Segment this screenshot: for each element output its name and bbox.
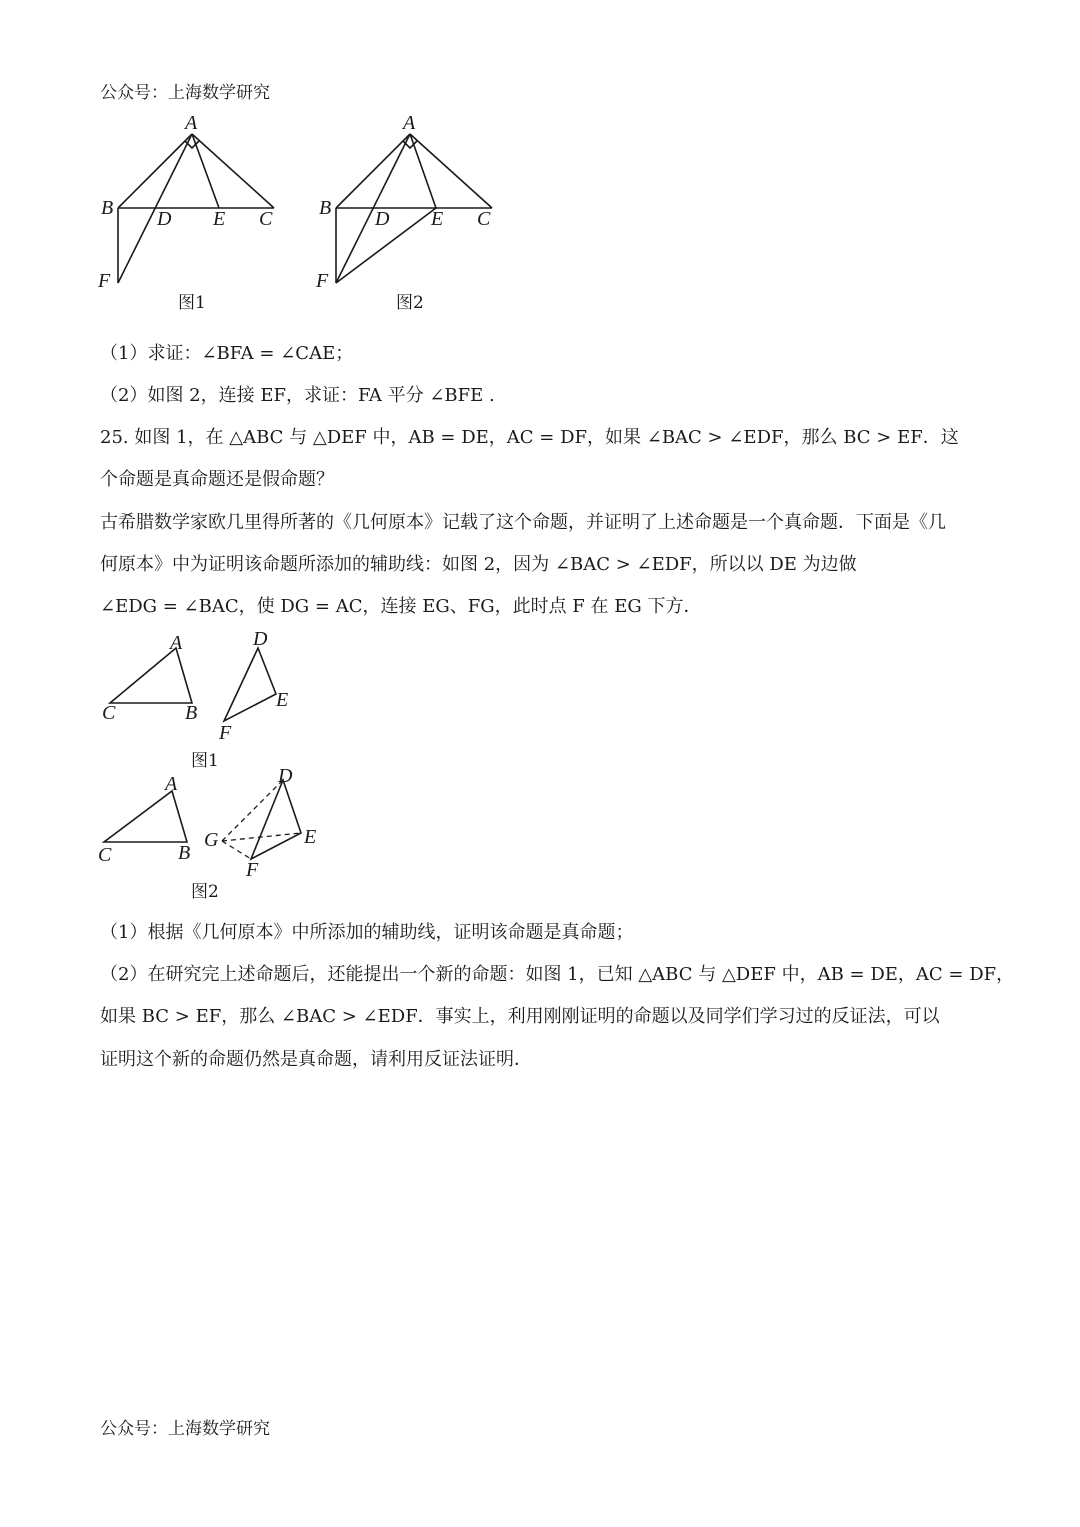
label-A: A [170,632,183,654]
q25-sub2-line1: （2）在研究完上述命题后，还能提出一个新的命题：如图 1，已知 △ABC 与 △DEF 中，AB = DE，AC = DF， [100,964,1015,985]
q24-part1: （1）求证：∠BFA = ∠CAE； [100,343,354,364]
figure-top [0,105,540,320]
figure-caption: 图1 [191,751,219,771]
label-F: F [219,722,232,744]
label-C: C [477,208,491,230]
figure-caption: 图2 [191,882,219,902]
label-E: E [304,826,317,848]
figure-bottom [0,625,360,910]
label-E: E [213,208,226,230]
label-E: E [276,689,289,711]
page-header: 公众号：上海数学研究 [100,83,270,103]
q25-line4: 何原本》中为证明该命题所添加的辅助线：如图 2，因为 ∠BAC > ∠EDF，所以以 DE 为边做 [100,554,857,575]
label-A: A [185,112,198,134]
label-E: E [431,208,444,230]
label-C: C [98,844,112,866]
q25-line3: 古希腊数学家欧几里得所著的《几何原本》记载了这个命题，并证明了上述命题是一个真命题．下面是《几 [100,512,946,533]
label-B: B [178,842,191,864]
figure-caption: 图1 [178,293,206,313]
label-D: D [375,208,390,230]
q25-sub2-line2: 如果 BC > EF，那么 ∠BAC > ∠EDF．事实上，利用刚刚证明的命题以及同学们学习过的反证法，可以 [100,1006,940,1027]
figure-top-2 [315,112,492,313]
label-F: F [98,270,111,292]
label-D: D [278,765,293,787]
q24-part2: （2）如图 2，连接 EF，求证：FA 平分 ∠BFE . [100,385,495,406]
q25-line1: 25. 如图 1，在 △ABC 与 △DEF 中，AB = DE，AC = DF，如果 ∠BAC > ∠EDF，那么 BC > EF．这 [100,427,959,448]
label-A: A [165,773,178,795]
label-B: B [185,702,198,724]
label-F: F [246,859,259,881]
figure-bottom-1 [102,628,288,771]
label-D: D [253,628,268,650]
label-A: A [403,112,416,134]
q25-sub2-line3: 证明这个新的命题仍然是真命题，请利用反证法证明． [100,1049,532,1070]
label-C: C [259,208,273,230]
figure-top-1 [97,112,274,313]
q25-line5: ∠EDG = ∠BAC，使 DG = AC，连接 EG、FG，此时点 F 在 EG 下方． [100,596,702,617]
label-D: D [157,208,172,230]
label-B: B [319,197,332,219]
label-F: F [316,270,329,292]
figure-caption: 图2 [396,293,424,313]
page-footer: 公众号：上海数学研究 [100,1419,270,1439]
q25-sub1: （1）根据《几何原本》中所添加的辅助线，证明该命题是真命题； [100,922,634,943]
q25-line2: 个命题是真命题还是假命题？ [100,469,334,490]
figure-bottom-2 [98,765,316,902]
label-B: B [101,197,114,219]
label-G: G [204,829,219,851]
label-C: C [102,702,116,724]
